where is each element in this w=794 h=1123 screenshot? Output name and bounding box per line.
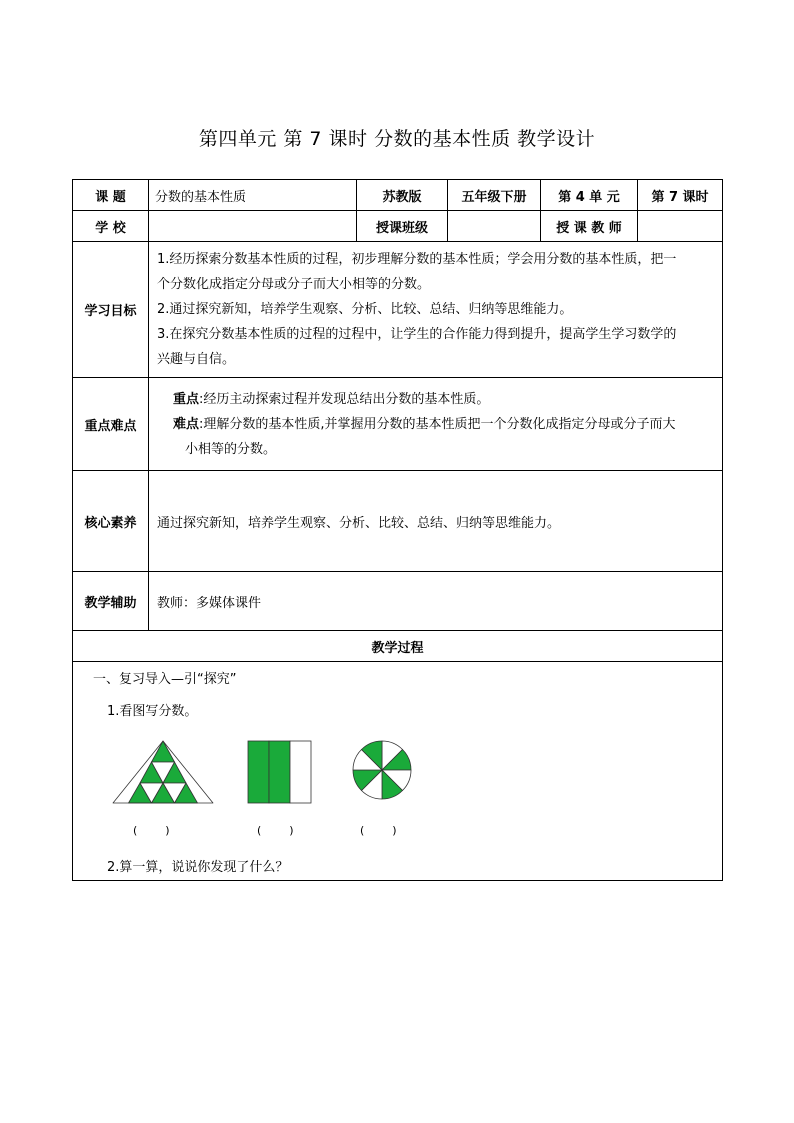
row-core — [73, 471, 723, 572]
rect-part-3 — [290, 741, 311, 803]
aids-content: 教师：多媒体课件 — [149, 572, 723, 631]
row-process — [73, 662, 723, 881]
answer-blank-1[interactable]: ( ) — [133, 824, 170, 837]
key-tag: 重点 — [173, 391, 200, 407]
rect-part-1 — [248, 741, 269, 803]
objective-line: 兴趣与自信。 — [157, 352, 236, 367]
label-key-points: 重点难点 — [73, 378, 149, 471]
objective-line: 3.在探究分数基本性质的过程的过程中，让学生的合作能力得到提升，提高学生学习数学的 — [157, 327, 677, 342]
question-2: 2.算一算，说说你发现了什么？ — [107, 860, 289, 875]
label-class: 授课班级 — [357, 211, 448, 242]
rectangle-fraction-figure — [247, 740, 313, 804]
section-heading: 一、复习导入—引“探究” — [93, 672, 237, 687]
answer-blank-2[interactable]: ( ) — [257, 824, 294, 837]
objective-line: 1.经历探索分数基本性质的过程，初步理解分数的基本性质；学会用分数的基本性质，把一 — [157, 252, 677, 267]
process-content — [73, 662, 723, 881]
objective-line: 2.通过探究新知，培养学生观察、分析、比较、总结、归纳等思维能力。 — [157, 302, 573, 317]
rect-part-2 — [269, 741, 290, 803]
row-objectives — [73, 242, 723, 378]
label-objectives: 学习目标 — [73, 242, 149, 378]
row-key-points — [73, 378, 723, 471]
difficulty-line — [157, 412, 714, 437]
topic-value: 分数的基本性质 — [149, 180, 357, 211]
unit: 第 4 单 元 — [541, 180, 638, 211]
label-school: 学 校 — [73, 211, 149, 242]
row-aids — [73, 572, 723, 631]
label-core: 核心素养 — [73, 471, 149, 572]
grade: 五年级下册 — [448, 180, 541, 211]
objectives-content — [149, 242, 723, 378]
objective-line: 个分数化成指定分母或分子而大小相等的分数。 — [157, 277, 431, 292]
triangle-fraction-figure — [112, 740, 214, 804]
lesson-plan-table — [72, 179, 723, 881]
publisher: 苏教版 — [357, 180, 448, 211]
document-title: 第四单元 第 7 课时 分数的基本性质 教学设计 — [198, 128, 596, 150]
circle-fraction-figure — [352, 740, 412, 800]
difficulty-tag: 难点 — [173, 416, 200, 432]
label-aids: 教学辅助 — [73, 572, 149, 631]
label-topic: 课 题 — [73, 180, 149, 211]
core-content: 通过探究新知，培养学生观察、分析、比较、总结、归纳等思维能力。 — [149, 471, 723, 572]
key-text: :经历主动探索过程并发现总结出分数的基本性质。 — [199, 391, 490, 407]
difficulty-text: :理解分数的基本性质,并掌握用分数的基本性质把一个分数化成指定分母或分子而大 — [199, 416, 676, 432]
label-teacher: 授 课 教 师 — [541, 211, 638, 242]
row-topic — [73, 180, 723, 211]
class-value[interactable] — [448, 211, 541, 242]
difficulty-line-cont: 小相等的分数。 — [185, 441, 277, 457]
school-value[interactable] — [149, 211, 357, 242]
key-point-line — [157, 387, 714, 412]
row-process-heading — [73, 631, 723, 662]
question-1: 1.看图写分数。 — [107, 704, 198, 719]
key-points-content — [149, 378, 723, 471]
lesson: 第 7 课时 — [638, 180, 723, 211]
answer-blank-3[interactable]: ( ) — [360, 824, 397, 837]
row-school — [73, 211, 723, 242]
process-heading: 教学过程 — [73, 631, 723, 662]
teacher-value[interactable] — [638, 211, 723, 242]
